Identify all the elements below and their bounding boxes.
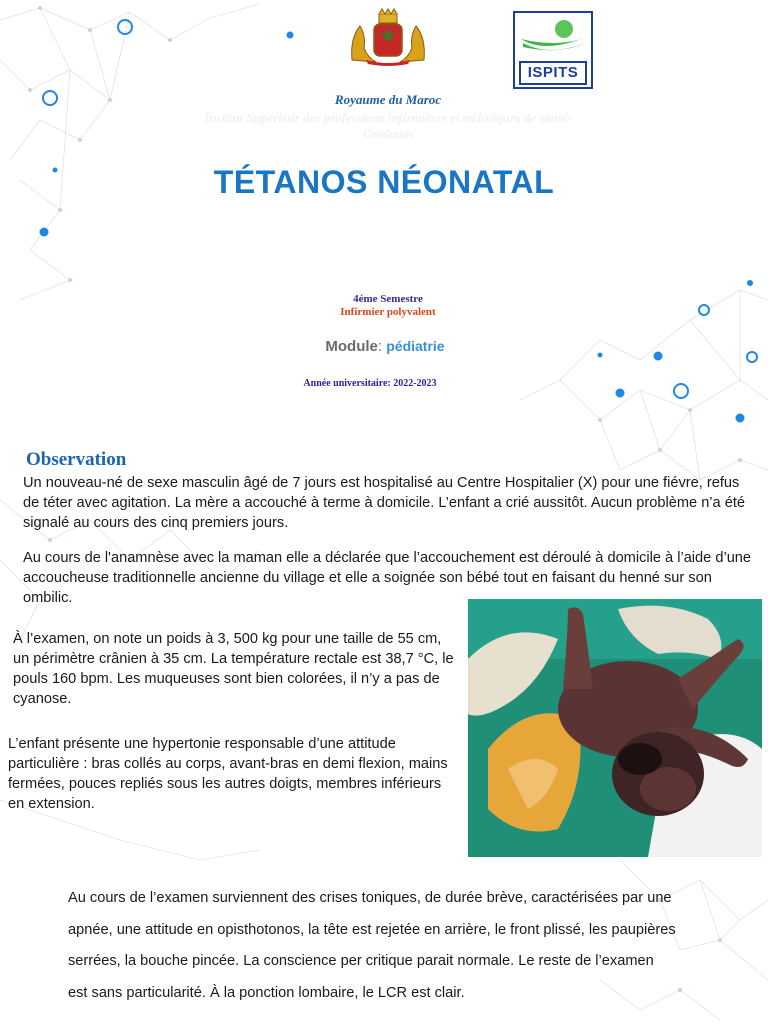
academic-year: Année universitaire: 2022-2023 [303,378,437,389]
module-value: pédiatrie [386,338,445,354]
institute-city: Guelmim [363,126,413,141]
page-title: TÉTANOS NÉONATAL [213,164,555,200]
neonate-photo [468,599,762,857]
ispits-logo [513,11,593,89]
ispits-logo-text: ISPITS [519,61,587,85]
institute-name: Institut Supérieur des professions infirmières et techniques de santé- [204,110,572,125]
program-label: Infirmier polyvalent [340,306,436,318]
kingdom-label: Royaume du Maroc [334,92,442,107]
paragraph-5: Au cours de l’examen surviennent des crises toniques, de durée brève, caractérisées par une apnée, une attitude en opisthotonos, la tête est rejetée en arrière, le front plissé, les paupières serrées, la bouche pincée. La conscience per critique parait normale. Le reste de l’examen est sans particularité. À la ponction lombaire, le LCR est clair. [68,890,676,1001]
paragraph-1: Un nouveau-né de sexe masculin âgé de 7 jours est hospitalisé au Centre Hospitalier (X) pour une fiévre, refus de téter avec agitation. La mère a accouché à terme à domicile. L’enfant a crié aussitôt. Aucun problème n’a été signalé au cours des cinq premiers jours. [23,475,746,531]
module-line [0,338,768,355]
paragraph-2: Au cours de l'anamnèse avec la maman elle a déclarée que l’accouchement est déroulé à domicile à l’aide d’une accoucheuse traditionnelle ancienne du village et elle a soignée son bébé tout en faisant du henné sur son ombilic. [23,550,752,606]
coat-of-arms-logo [346,8,430,66]
paragraph-3: À l’examen, on note un poids à 3, 500 kg pour une taille de 55 cm, un périmètre crânien à 35 cm. La température rectale est 38,7 °C, le pouls 160 bpm. Les muqueuses sont bien colorées, il n’y a pas de cyanose. [13,631,454,707]
module-label: Module [325,338,378,355]
module-separator: : [377,338,383,355]
semester-label: 4éme Semestre [353,293,423,305]
institute-watermark [0,110,768,142]
section-heading: Observation [26,449,127,470]
ispits-emblem-icon [515,13,591,61]
paragraph-4: L’enfant présente une hypertonie responsable d’une attitude particulière : bras collés au corps, avant-bras en demi flexion, mains fermées, pouces repliés sous les autres doigts, membres inférieurs en extension. [8,736,448,812]
